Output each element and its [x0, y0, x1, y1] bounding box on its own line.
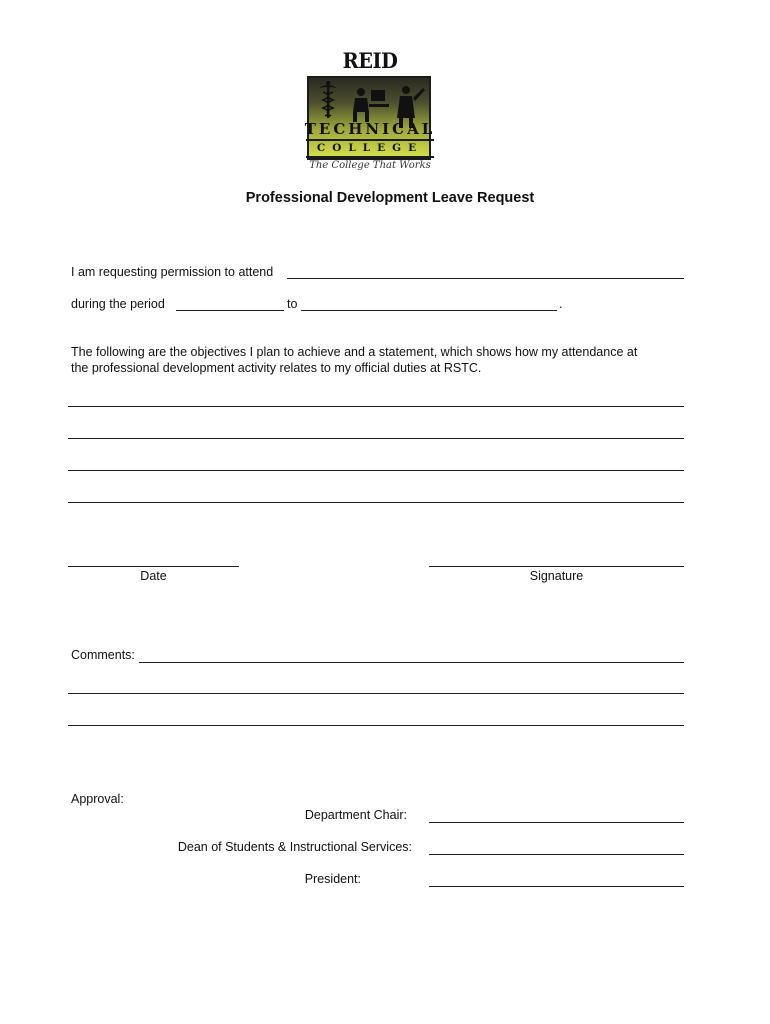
logo-name-line1: REID — [342, 48, 398, 73]
date-label: Date — [140, 569, 167, 583]
permission-label: I am requesting permission to attend — [71, 265, 274, 279]
objectives-text-line2: the professional development activity relates to my official duties at RSTC. — [71, 361, 482, 375]
comments-field[interactable] — [139, 662, 684, 663]
president-label: President: — [304, 872, 361, 886]
period-to-label: to — [287, 297, 298, 311]
college-logo — [300, 48, 440, 180]
event-name-field[interactable] — [287, 278, 684, 279]
logo-name-line2: TECHNICAL — [304, 120, 436, 138]
date-field[interactable] — [68, 566, 239, 567]
period-end-punctuation: . — [559, 297, 563, 311]
objectives-answer-line[interactable] — [68, 438, 684, 439]
signature-label: Signature — [529, 569, 584, 583]
logo-divider — [306, 156, 434, 158]
period-label: during the period — [71, 297, 165, 311]
dept-chair-signature-field[interactable] — [429, 822, 684, 823]
objectives-answer-line[interactable] — [68, 406, 684, 407]
comments-label: Comments: — [71, 648, 135, 662]
comments-answer-line[interactable] — [68, 725, 684, 726]
logo-name-line3: COLLEGE — [316, 142, 424, 154]
form-title: Professional Development Leave Request — [245, 190, 535, 206]
approval-label: Approval: — [71, 792, 124, 806]
objectives-text-line1: The following are the objectives I plan to achieve and a statement, which shows how my attendance at — [71, 345, 638, 359]
logo-divider — [306, 139, 434, 141]
signature-field[interactable] — [429, 566, 684, 567]
objectives-answer-line[interactable] — [68, 470, 684, 471]
comments-answer-line[interactable] — [68, 693, 684, 694]
logo-tagline: The College That Works — [309, 160, 431, 171]
objectives-answer-line[interactable] — [68, 502, 684, 503]
dept-chair-label: Department Chair: — [304, 808, 407, 822]
period-start-field[interactable] — [176, 310, 284, 311]
dean-label: Dean of Students & Instructional Services: — [177, 840, 412, 854]
president-signature-field[interactable] — [429, 886, 684, 887]
dean-signature-field[interactable] — [429, 854, 684, 855]
period-end-field[interactable] — [301, 310, 557, 311]
